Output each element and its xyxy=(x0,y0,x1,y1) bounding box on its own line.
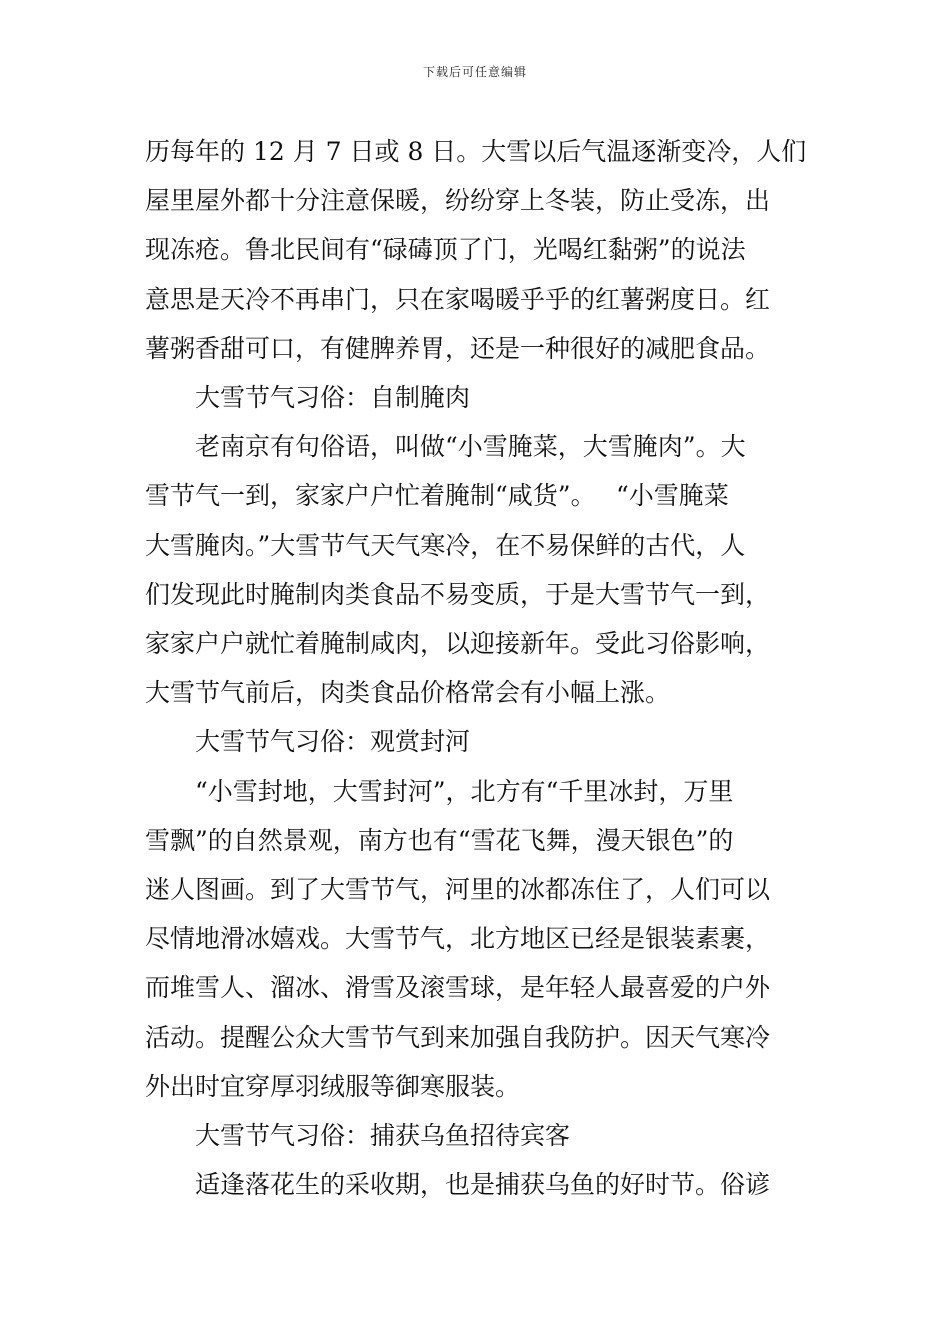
text-line: 大雪腌肉。”大雪节气天气寒冷，在不易保鲜的古代，人 xyxy=(145,530,746,560)
text-line: 意思是天冷不再串门，只在家喝暖乎乎的红薯粥度日。红 xyxy=(145,284,771,314)
text-line: 家家户户就忙着腌制咸肉，以迎接新年。受此习俗影响， xyxy=(145,629,771,659)
text-line: 雪节气一到，家家户户忙着腌制“咸货”。 “小雪腌菜 xyxy=(145,481,729,511)
text-line: 雪飘”的自然景观，南方也有“雪花飞舞，漫天银色”的 xyxy=(145,825,734,855)
text-line: 适逢落花生的采收期，也是捕获乌鱼的好时节。俗谚 xyxy=(195,1170,771,1200)
text-line: 现冻疮。鲁北民间有“碌碡顶了门，光喝红黏粥”的说法 xyxy=(145,235,746,265)
text-line: 而堆雪人、溜冰、滑雪及滚雪球，是年轻人最喜爱的户外 xyxy=(145,973,771,1003)
body-text xyxy=(145,127,807,1209)
text-line: “小雪封地，大雪封河”，北方有“千里冰封，万里 xyxy=(195,776,734,806)
section-heading-pickled-meat: 大雪节气习俗：自制腌肉 xyxy=(195,383,471,413)
text-line: 屋里屋外都十分注意保暖，纷纷穿上冬装，防止受冻，出 xyxy=(145,186,771,216)
text-line: 尽情地滑冰嬉戏。大雪节气，北方地区已经是银装素裹， xyxy=(145,924,771,954)
text-line: 老南京有句俗语，叫做“小雪腌菜，大雪腌肉”。大 xyxy=(195,432,746,462)
text-line: 薯粥香甜可口，有健脾养胃，还是一种很好的减肥食品。 xyxy=(145,333,771,363)
text-line: 们发现此时腌制肉类食品不易变质，于是大雪节气一到， xyxy=(145,579,771,609)
text-line: 历每年的 12 月 7 日或 8 日。大雪以后气温逐渐变冷，人们 xyxy=(145,137,807,166)
text-line: 迷人图画。到了大雪节气，河里的冰都冻住了，人们可以 xyxy=(145,875,771,905)
text-line: 外出时宜穿厚羽绒服等御寒服装。 xyxy=(145,1071,521,1101)
text-line: 大雪节气前后，肉类食品价格常会有小幅上涨。 xyxy=(145,678,671,708)
text-line: 活动。提醒公众大雪节气到来加强自我防护。因天气寒冷 xyxy=(145,1022,771,1052)
section-heading-mullet-fishing: 大雪节气习俗：捕获乌鱼招待宾客 xyxy=(195,1121,571,1151)
section-heading-river-freeze: 大雪节气习俗：观赏封河 xyxy=(195,727,471,757)
page-header: 下载后可任意编辑 xyxy=(422,65,527,79)
